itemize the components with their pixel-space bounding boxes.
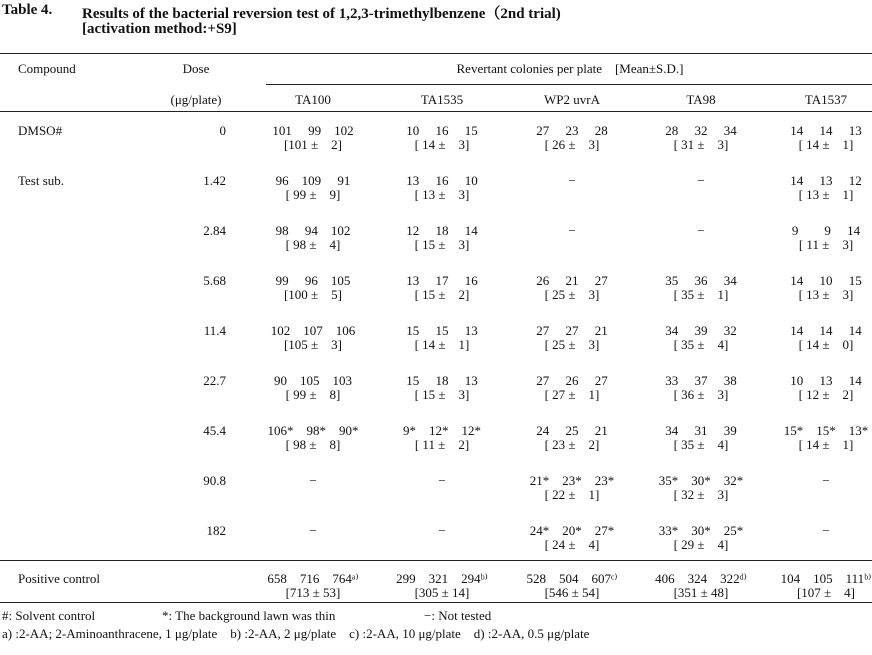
cell-mean-sd: [ 11 ± 3] (798, 237, 854, 252)
cell-mean-sd: [ 13 ± 3] (798, 287, 854, 302)
cell-counts: 9* 12* 12* (402, 423, 481, 438)
cell-counts: 15 18 13 (406, 373, 478, 388)
cell-counts: 104 105 111ᵇ⁾ (780, 571, 872, 586)
cell-counts: − (822, 473, 830, 488)
cell-counts: 101 99 102 (272, 123, 354, 138)
cell-mean-sd: [ 11 ± 2] (414, 437, 470, 452)
positive-control-rule (0, 560, 872, 561)
cell-mean-sd: [ 35 ± 4] (673, 437, 729, 452)
cell-counts: − (822, 523, 830, 538)
cell-counts: 33* 30* 25* (658, 523, 744, 538)
row-dose: 2.84 (203, 223, 226, 238)
cell-counts: 14 13 12 (790, 173, 862, 188)
header-dose: Dose (182, 61, 210, 76)
cell-counts: 12 18 14 (406, 223, 478, 238)
cell-counts: 34 39 32 (665, 323, 737, 338)
footnote-solvent: #: Solvent control (2, 608, 96, 623)
footnote-positive: a) :2-AA; 2-Aminoanthracene, 1 μg/plate b) :2-AA, 2 μg/plate c) :2-AA, 10 μg/plate d) :2-AA, 0.5 μg/plate (2, 626, 590, 641)
table-bottom-rule (0, 602, 872, 603)
header-bottom-rule (0, 111, 872, 112)
cell-mean-sd: [ 14 ± 1] (414, 337, 470, 352)
cell-counts: 33 37 38 (665, 373, 737, 388)
cell-counts: 35 36 34 (665, 273, 737, 288)
cell-counts: 35* 30* 32* (658, 473, 744, 488)
cell-mean-sd: [546 ± 54] (544, 585, 600, 600)
cell-mean-sd: [ 25 ± 3] (544, 287, 600, 302)
cell-counts: − (568, 173, 576, 188)
cell-mean-sd: [ 32 ± 3] (673, 487, 729, 502)
cell-counts: − (438, 473, 446, 488)
row-dose: 22.7 (203, 373, 226, 388)
cell-counts: 28 32 34 (665, 123, 737, 138)
table-label: Table 4. (2, 2, 53, 18)
cell-mean-sd: [ 15 ± 2] (414, 287, 470, 302)
cell-mean-sd: [ 24 ± 4] (544, 537, 600, 552)
cell-counts: 13 16 10 (406, 173, 478, 188)
cell-counts: − (697, 223, 705, 238)
cell-counts: 528 504 607ᶜ⁾ (526, 571, 618, 586)
cell-counts: 13 17 16 (406, 273, 478, 288)
table-top-rule (0, 53, 872, 54)
row-dose: 182 (206, 523, 226, 538)
cell-counts: 10 13 14 (790, 373, 862, 388)
cell-mean-sd: [ 13 ± 1] (798, 187, 854, 202)
cell-mean-sd: [ 14 ± 3] (414, 137, 470, 152)
cell-mean-sd: [105 ± 3] (283, 337, 343, 352)
cell-mean-sd: [ 35 ± 1] (673, 287, 729, 302)
cell-counts: 14 10 15 (790, 273, 862, 288)
cell-counts: 27 26 27 (536, 373, 608, 388)
cell-mean-sd: [101 ± 2] (283, 137, 343, 152)
cell-counts: 106* 98* 90* (267, 423, 359, 438)
cell-counts: − (309, 523, 317, 538)
cell-counts: 658 716 764ᵃ⁾ (267, 571, 359, 586)
cell-counts: 14 14 13 (790, 123, 862, 138)
cell-mean-sd: [ 12 ± 2] (798, 387, 854, 402)
table-caption (0, 0, 872, 46)
cell-mean-sd: [ 27 ± 1] (544, 387, 600, 402)
cell-counts: 24* 20* 27* (529, 523, 615, 538)
table-title: Results of the bacterial reversion test of 1,2,3-trimethylbenzene（2nd trial) (82, 6, 561, 22)
cell-counts: − (309, 473, 317, 488)
cell-mean-sd: [ 15 ± 3] (414, 387, 470, 402)
cell-counts: 406 324 322ᵈ⁾ (655, 571, 747, 586)
cell-mean-sd: [713 ± 53] (285, 585, 341, 600)
cell-counts: 9 9 14 (791, 223, 861, 238)
row-dose: 1.42 (203, 173, 226, 188)
results-table (0, 53, 872, 603)
row-dose: 45.4 (203, 423, 226, 438)
group-header-rule (266, 84, 872, 85)
cell-mean-sd: [ 31 ± 3] (673, 137, 729, 152)
cell-counts: 21* 23* 23* (529, 473, 615, 488)
cell-counts: 299 321 294ᵇ⁾ (396, 571, 488, 586)
footnote-not-tested: −: Not tested (424, 608, 492, 623)
cell-mean-sd: [ 14 ± 0] (798, 337, 854, 352)
cell-counts: 98 94 102 (275, 223, 351, 238)
header-revertant-group: Revertant colonies per plate [Mean±S.D.] (456, 61, 684, 76)
row-compound-label: DMSO# (18, 123, 63, 138)
header-strain-ta1535: TA1535 (420, 92, 464, 107)
footnote-lawn: *: The background lawn was thin (162, 608, 336, 623)
cell-counts: 15 15 13 (406, 323, 478, 338)
cell-mean-sd: [ 26 ± 3] (544, 137, 600, 152)
cell-mean-sd: [351 ± 48] (673, 585, 729, 600)
cell-counts: − (697, 173, 705, 188)
cell-counts: 27 23 28 (536, 123, 608, 138)
header-strain-ta100: TA100 (295, 92, 331, 107)
cell-counts: 34 31 39 (665, 423, 737, 438)
cell-mean-sd: [107 ± 4] (796, 585, 856, 600)
cell-mean-sd: [ 98 ± 4] (285, 237, 341, 252)
row-compound-label: Positive control (18, 571, 100, 586)
cell-counts: − (438, 523, 446, 538)
cell-mean-sd: [100 ± 5] (283, 287, 343, 302)
cell-mean-sd: [ 23 ± 2] (544, 437, 600, 452)
header-strain-ta1537: TA1537 (804, 92, 848, 107)
header-strain-ta98: TA98 (686, 92, 716, 107)
cell-counts: 26 21 27 (536, 273, 608, 288)
cell-counts: 99 96 105 (275, 273, 351, 288)
header-strain-wp2-uvra: WP2 uvrA (544, 92, 600, 107)
cell-mean-sd: [ 14 ± 1] (798, 137, 854, 152)
cell-mean-sd: [ 35 ± 4] (673, 337, 729, 352)
cell-mean-sd: [305 ± 14] (414, 585, 470, 600)
row-compound-label: Test sub. (18, 173, 65, 188)
header-dose-unit: (μg/plate) (170, 92, 222, 107)
cell-mean-sd: [ 15 ± 3] (414, 237, 470, 252)
header-compound: Compound (18, 61, 76, 76)
row-dose: 11.4 (203, 323, 226, 338)
cell-mean-sd: [ 13 ± 3] (414, 187, 470, 202)
cell-mean-sd: [ 99 ± 9] (285, 187, 341, 202)
cell-counts: 10 16 15 (406, 123, 478, 138)
cell-mean-sd: [ 25 ± 3] (544, 337, 600, 352)
row-dose: 90.8 (203, 473, 226, 488)
cell-mean-sd: [ 22 ± 1] (544, 487, 600, 502)
cell-counts: 96 109 91 (275, 173, 351, 188)
cell-counts: 90 105 103 (273, 373, 352, 388)
cell-counts: 102 107 106 (270, 323, 356, 338)
table-subtitle: [activation method:+S9] (82, 21, 237, 37)
cell-counts: 15* 15* 13* (783, 423, 869, 438)
cell-mean-sd: [ 36 ± 3] (673, 387, 729, 402)
cell-counts: 27 27 21 (536, 323, 608, 338)
cell-counts: 14 14 14 (790, 323, 862, 338)
cell-counts: 24 25 21 (536, 423, 608, 438)
row-dose: 5.68 (203, 273, 226, 288)
cell-mean-sd: [ 99 ± 8] (285, 387, 341, 402)
cell-mean-sd: [ 98 ± 8] (285, 437, 341, 452)
cell-mean-sd: [ 29 ± 4] (673, 537, 729, 552)
cell-counts: − (568, 223, 576, 238)
row-dose: 0 (219, 123, 226, 138)
footnotes (0, 608, 872, 655)
cell-mean-sd: [ 14 ± 1] (798, 437, 854, 452)
